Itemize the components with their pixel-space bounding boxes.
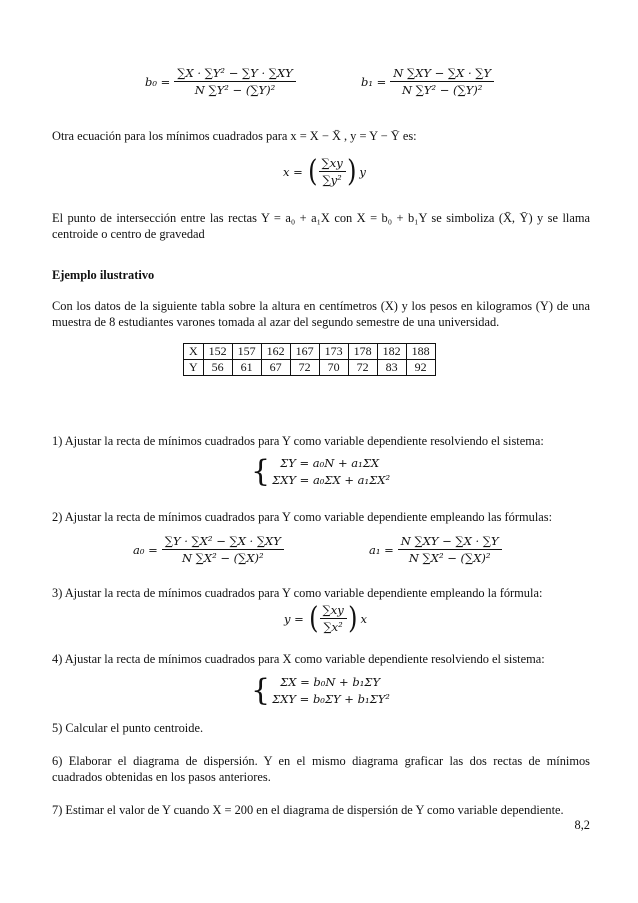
formula-a0: a₀ = $\frac{\text{∑Y · ∑X² − ∑X · ∑XY}}{\text{N ∑X² − (∑X)²}}$: [133, 534, 284, 565]
b0-numerator: ∑X · ∑Y² − ∑Y · ∑XY: [174, 66, 295, 82]
question-5: 5) Calcular el punto centroide.: [52, 721, 204, 735]
question-1: 1) Ajustar la recta de mínimos cuadrados para Y como variable dependiente resolviendo el sistema:: [52, 434, 544, 448]
data-table: [183, 343, 436, 376]
formula-b1: b₁ = $\frac{N \sum XY - \sum X \cdot \sum Y}{\text{N ∑Y² − (∑Y)²}}$: [361, 66, 494, 97]
question-2: 2) Ajustar la recta de mínimos cuadrados para Y como variable dependiente empleando las fórmulas:: [52, 510, 553, 524]
formula-b0: b₀ = $\frac{\text{∑X · ∑Y² − ∑Y · ∑XY}}{\text{N ∑Y² − (∑Y)²}}$: [145, 66, 296, 97]
b0-denominator: N ∑Y² − (∑Y)²: [194, 83, 276, 97]
system-2: { ΣX = b₀N + b₁ΣY ΣXY = b₀ΣY + b₁ΣY²: [251, 673, 390, 708]
paragraph-intro: Con los datos de la siguiente tabla sobre la altura en centímetros (X) y los pesos en kilogramos (Y) de una muestra de 8 estudiantes varones tomada al azar del segundo semestre de una universidad.: [52, 299, 590, 329]
question-4: 4) Ajustar la recta de mínimos cuadrados para X como variable dependiente resolviendo el sistema:: [52, 652, 545, 666]
heading-ejemplo: Ejemplo ilustrativo: [52, 268, 155, 282]
page-number: 8,2: [574, 818, 590, 832]
formula-y-eq: y = ( $\frac{\sum xy}{\text{∑x²}}$ ) x: [284, 600, 367, 636]
question-3: 3) Ajustar la recta de mínimos cuadrados para Y como variable dependiente empleando la fórmula:: [52, 586, 543, 600]
formula-a1: a₁ = $\frac{N \sum XY - \sum X \cdot \sum Y}{\text{N ∑X² − (∑X)²}}$: [369, 534, 502, 565]
paragraph-otra-ecuacion: Otra ecuación para los mínimos cuadrados para x = X − X̄ , y = Y − Ȳ es:: [52, 129, 417, 143]
system-1: { ΣY = a₀N + a₁ΣX ΣXY = a₀ΣX + a₁ΣX²: [251, 454, 391, 489]
question-6: 6) Elaborar el diagrama de dispersión. Y en el mismo diagrama graficar las dos rectas de mínimos cuadrados obtenidas en los pasos anteriores.: [52, 754, 590, 784]
paragraph-punto-interseccion: El punto de intersección entre las rectas Y = a₀ + a₁X con X = b₀ + b₁Y se simboliza (X̄, Ȳ) y se llama centroide o centro de gravedad: [52, 211, 590, 241]
question-7: 7) Estimar el valor de Y cuando X = 200 en el diagrama de dispersión de Y como variable dependiente.: [52, 803, 564, 817]
formula-x-eq: x = ( $\frac{\sum xy}{\text{∑y²}}$ ) y: [283, 153, 366, 189]
b1-denominator: N ∑Y² − (∑Y)²: [401, 83, 483, 97]
b1-numerator: N ∑XY − ∑X · ∑Y: [390, 66, 494, 82]
table-row-x: X 152 157 162 167 173 178 182 188: [184, 344, 436, 360]
table-row-y: Y 56 61 67 72 70 72 83 92: [184, 360, 436, 376]
